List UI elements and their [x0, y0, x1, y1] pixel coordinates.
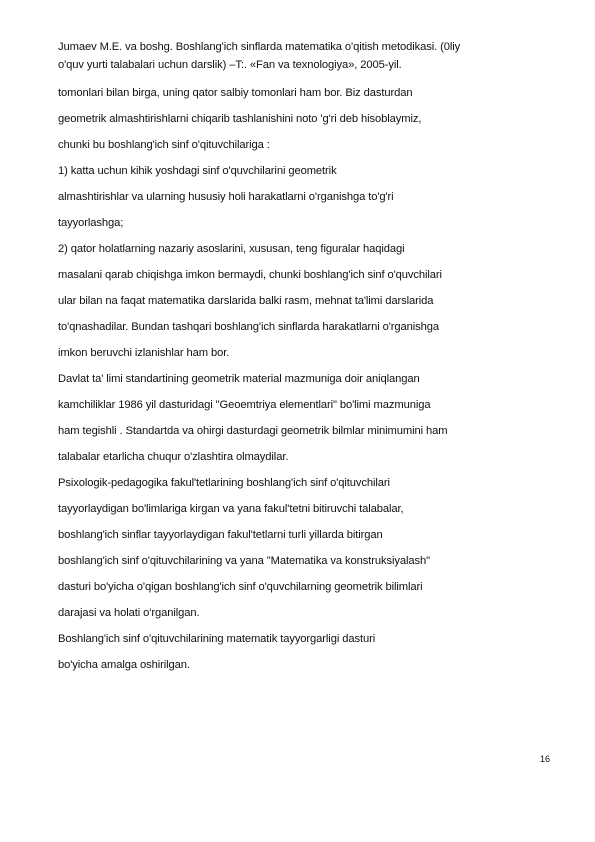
- reference-line: o'quv yurti talabalari uchun darslik) –T:. «Fan va texnologiya», 2005-yil.: [58, 59, 402, 71]
- text-line: Psixologik-pedagogika fakul'tetlarining boshlang'ich sinf o'qituvchilari: [58, 477, 390, 489]
- body-text: [58, 80, 543, 678]
- text-line: ular bilan na faqat matematika darslarida balki rasm, mehnat ta'limi darslarida: [58, 295, 434, 307]
- text-line: bo'yicha amalga oshirilgan.: [58, 659, 190, 671]
- text-line: kamchiliklar 1986 yil dasturidagi "Geoemtriya elementlari" bo'limi mazmuniga: [58, 399, 431, 411]
- text-line: tayyorlashga;: [58, 217, 124, 229]
- text-line: 2) qator holatlarning nazariy asoslarini, xususan, teng figuralar haqidagi: [58, 243, 405, 255]
- text-line: Boshlang'ich sinf o'qituvchilarining matematik tayyorgarligi dasturi: [58, 633, 376, 645]
- text-line: boshlang'ich sinflar tayyorlaydigan fakul'tetlarni turli yillarda bitirgan: [58, 529, 383, 541]
- text-line: 1) katta uchun kihik yoshdagi sinf o'quvchilarini geometrik: [58, 165, 337, 177]
- text-line: to'qnashadilar. Bundan tashqari boshlang'ich sinflarda harakatlarni o'rganishga: [58, 321, 440, 333]
- reference-line: Jumaev M.E. va boshg. Boshlang'ich sinflarda matematika o'qitish metodikasi. (0liy: [58, 41, 461, 53]
- text-line: masalani qarab chiqishga imkon bermaydi, chunki boshlang'ich sinf o'quvchilari: [58, 269, 442, 281]
- text-line: chunki bu boshlang'ich sinf o'qituvchilariga :: [58, 139, 270, 151]
- text-line: almashtirishlar va ularning hususiy holi harakatlarni o'rganishga to'g'ri: [58, 191, 394, 203]
- text-line: tomonlari bilan birga, uning qator salbiy tomonlari ham bor. Biz dasturdan: [58, 87, 413, 99]
- text-line: Davlat ta' limi standartining geometrik material mazmuniga doir aniqlangan: [58, 373, 420, 385]
- text-line: imkon beruvchi izlanishlar ham bor.: [58, 347, 230, 359]
- text-line: dasturi bo'yicha o'qigan boshlang'ich sinf o'quvchilarning geometrik bilimlari: [58, 581, 423, 593]
- text-line: talabalar etarlicha chuqur o'zlashtira olmaydilar.: [58, 451, 289, 463]
- page-number: 16: [540, 754, 551, 764]
- text-line: boshlang'ich sinf o'qituvchilarining va yana "Matematika va konstruksiyalash": [58, 555, 431, 567]
- text-line: tayyorlaydigan bo'limlariga kirgan va yana fakul'tetni bitiruvchi talabalar,: [58, 503, 404, 515]
- text-line: ham tegishli . Standartda va ohirgi dasturdagi geometrik bilmlar minimumini ham: [58, 425, 448, 437]
- text-line: geometrik almashtirishlarni chiqarib tashlanishini noto 'g'ri deb hisoblaymiz,: [58, 113, 422, 125]
- reference-citation: [58, 38, 543, 74]
- text-line: darajasi va holati o'rganilgan.: [58, 607, 200, 619]
